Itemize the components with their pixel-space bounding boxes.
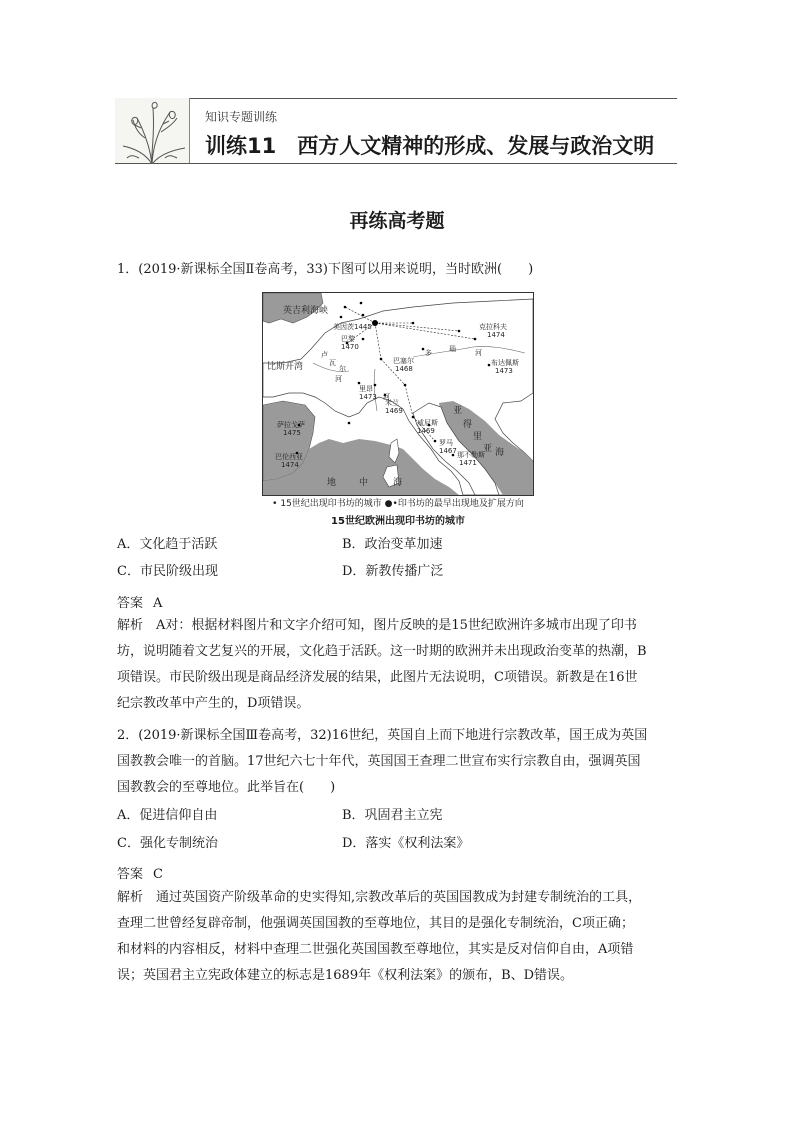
map-label-naples: 那不勒斯 <box>457 451 485 459</box>
q1-option-a[interactable]: A．文化趋于活跃 <box>117 537 218 552</box>
map-label-channel: 英吉利海峡 <box>283 306 329 316</box>
map-label-milan-year: 1469 <box>385 407 403 415</box>
q2-answer <box>117 863 163 882</box>
map-label-danube3: 河 <box>475 349 482 357</box>
q2-analysis-line-1: 解析 通过英国资产阶级革命的史实得知,宗教改革后的英国国教成为封建专制统治的工具， <box>117 890 642 905</box>
page-header <box>115 98 677 164</box>
map-label-biscay: 比斯开湾 <box>267 362 304 372</box>
q1-map-caption: 15世纪欧洲出现印书坊的城市 <box>331 516 465 527</box>
map-label-sea3: 海 <box>393 478 403 488</box>
map-label-valencia: 巴伦西亚 <box>275 453 303 461</box>
q2-analysis-line-4: 误；英国君主立宪政体建立的标志是1689年《权利法案》的颁布，B、D错误。 <box>117 968 574 983</box>
q2-stem-line-3: 国教教会的至尊地位。此举旨在( ) <box>117 780 336 795</box>
q2-option-b[interactable]: B．巩固君主立宪 <box>342 808 443 823</box>
map-label-adriatic2: 得 <box>463 420 473 430</box>
map-label-rome: 罗马 <box>439 439 453 447</box>
q1-answer-label: 答案 <box>117 596 144 611</box>
map-origin-mainz <box>372 320 378 326</box>
map-label-sea2: 中 <box>359 478 369 488</box>
map-label-venice-year: 1469 <box>417 427 435 435</box>
header-bottom-rule <box>115 163 677 164</box>
map-label-danube2: 瑙 <box>449 345 456 353</box>
map-label-danube1: 多 <box>425 349 432 357</box>
map-label-valencia-year: 1474 <box>281 461 299 469</box>
q1-map-legend: • 15世纪出现印书坊的城市 ●•印书坊的最早出现地及扩展方向 <box>272 499 524 509</box>
q2-analysis-line-2: 查理二世曾经复辟帝制，他强调英国国教的至尊地位，其目的是强化专制统治，C项正确； <box>117 916 634 931</box>
map-label-paris-year: 1470 <box>341 343 359 351</box>
map-label-adriatic3: 里 <box>473 432 483 442</box>
map-label-buda: 布达佩斯 <box>491 359 519 367</box>
q2-stem-line-1: 2．(2019·新课标全国Ⅲ卷高考，32)16世纪，英国自上而下地进行宗教改革，国王成为英国 <box>117 728 648 743</box>
map-label-rome-year: 1467 <box>439 447 457 455</box>
q1-stem: 1．(2019·新课标全国Ⅱ卷高考，33)下图可以用来说明，当时欧洲( ) <box>117 262 534 277</box>
map-label-krakow: 克拉科夫 <box>479 323 507 331</box>
map-label-loire1: 卢 <box>321 351 328 359</box>
q1-option-d[interactable]: D．新教传播广泛 <box>342 564 444 579</box>
map-label-buda-year: 1473 <box>495 367 513 375</box>
map-label-loire2: 瓦 <box>329 359 336 367</box>
q1-answer-value: A <box>153 596 163 611</box>
map-label-loire4: 河 <box>335 375 342 383</box>
q2-analysis-line-3: 和材料的内容相反，材料中查理二世强化英国国教至尊地位，其实是反对信仰自由，A项错 <box>117 942 634 957</box>
map-label-loire3: 尔 <box>339 365 346 373</box>
section-label: 知识专题训练 <box>205 110 278 124</box>
q2-option-c[interactable]: C．强化专制统治 <box>117 836 218 851</box>
map-label-lyon: 里昂 <box>359 385 373 393</box>
q1-analysis-line-1: 解析 A对：根据材料图片和文字介绍可知，图片反映的是15世纪欧洲许多城市出现了印书 <box>117 618 637 633</box>
map-label-basel-year: 1468 <box>395 365 413 373</box>
map-label-sea1: 地 <box>327 478 337 488</box>
q1-option-c[interactable]: C．市民阶级出现 <box>117 564 218 579</box>
q1-map <box>262 292 534 496</box>
q2-option-a[interactable]: A．促进信仰自由 <box>117 808 218 823</box>
map-label-zaragoza-year: 1475 <box>283 429 301 437</box>
q1-analysis-line-2: 坊，说明随着文艺复兴的开展，文化趋于活跃。这一时期的欧洲并未出现政治变革的热潮，B <box>117 644 647 659</box>
q2-answer-label: 答案 <box>117 867 144 882</box>
q2-answer-value: C <box>153 867 163 882</box>
q1-option-b[interactable]: B．政治变革加速 <box>342 537 443 552</box>
unit-title: 训练11 西方人文精神的形成、发展与政治文明 <box>205 134 655 158</box>
map-label-adriatic5: 海 <box>495 448 505 458</box>
map-label-paris: 巴黎 <box>341 335 355 343</box>
map-label-adriatic1: 亚 <box>453 406 463 416</box>
map-label-adriatic4: 亚 <box>483 444 493 454</box>
header-top-rule <box>115 98 677 99</box>
map-label-krakow-year: 1474 <box>487 331 505 339</box>
q1-answer <box>117 592 162 611</box>
map-label-mainz: 美因茨1445 <box>333 323 372 331</box>
map-label-lyon-year: 1473 <box>359 393 377 401</box>
map-label-venice: 威尼斯 <box>417 419 438 427</box>
q1-analysis-line-3: 项错误。市民阶级出现是商品经济发展的结果，此图片无法说明，C项错误。新教是在16世 <box>117 670 638 685</box>
q1-analysis-line-4: 纪宗教改革中产生的，D项错误。 <box>117 696 310 711</box>
section-subtitle: 再练高考题 <box>349 210 445 232</box>
q2-option-d[interactable]: D．落实《权利法案》 <box>342 836 470 851</box>
map-label-basel: 巴塞尔 <box>393 357 414 365</box>
map-label-naples-year: 1471 <box>459 459 477 467</box>
map-label-rhone: 河 <box>383 393 390 401</box>
plant-illustration <box>115 98 190 164</box>
q2-stem-line-2: 国教教会唯一的首脑。17世纪六七十年代，英国国王查理二世宣布实行宗教自由，强调英国 <box>117 754 641 769</box>
map-label-zaragoza: 萨拉戈萨 <box>277 421 305 429</box>
map-label-milan: 米兰 <box>385 399 399 407</box>
